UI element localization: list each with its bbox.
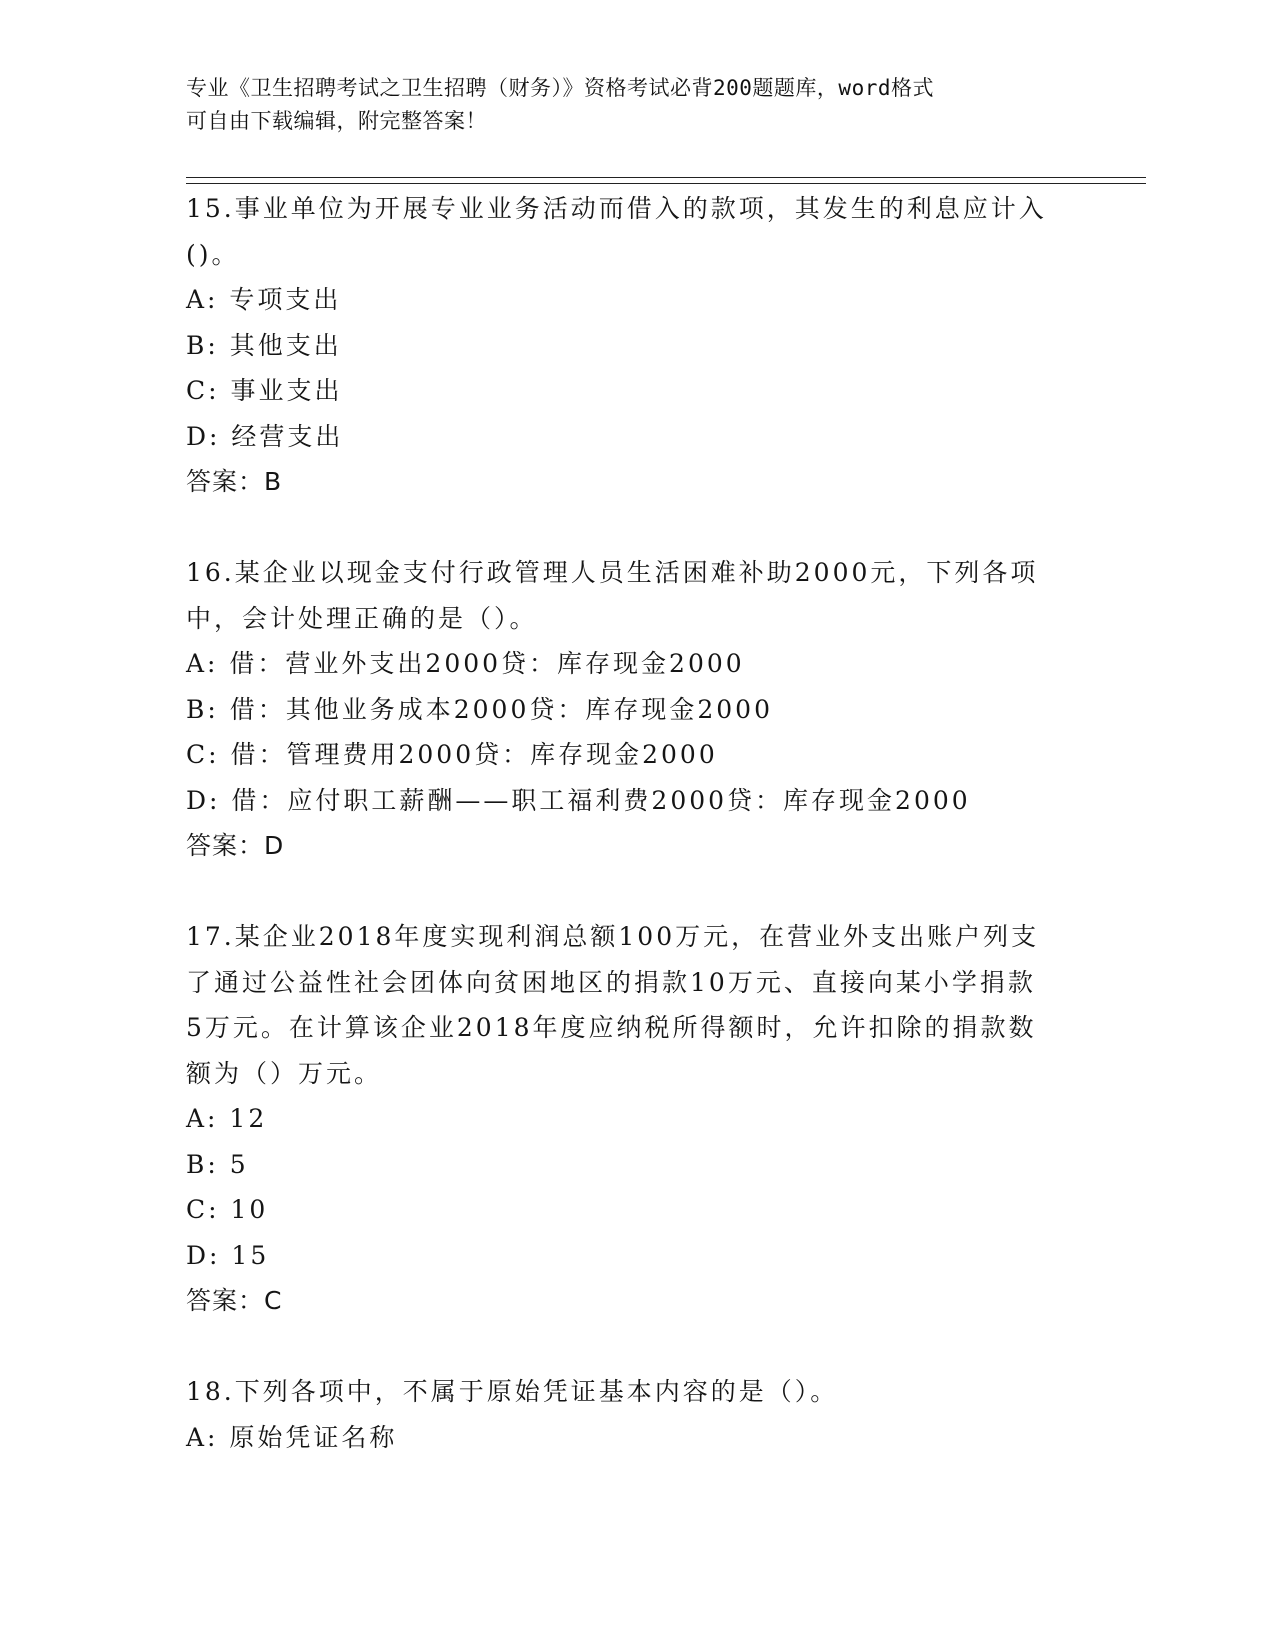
option-b: B: 借：其他业务成本2000贷：库存现金2000 bbox=[186, 694, 773, 724]
question-16 bbox=[186, 550, 1086, 869]
question-17 bbox=[186, 914, 1086, 1324]
document-header bbox=[186, 72, 1066, 138]
question-stem-line: ()。 bbox=[186, 239, 240, 269]
question-stem-line: 16.某企业以现金支付行政管理人员生活困难补助2000元，下列各项 bbox=[186, 558, 1039, 587]
question-stem-line: 18.下列各项中，不属于原始凭证基本内容的是（）。 bbox=[186, 1377, 839, 1406]
option-a: A: 12 bbox=[186, 1104, 268, 1133]
question-list bbox=[186, 186, 1086, 1460]
question-stem-line: 15.事业单位为开展专业业务活动而借入的款项，其发生的利息应计入 bbox=[186, 194, 1047, 223]
header-divider-top bbox=[186, 177, 1146, 178]
question-15 bbox=[186, 186, 1086, 505]
option-c: C: 事业支出 bbox=[186, 376, 343, 405]
answer-line: 答案：D bbox=[186, 831, 285, 860]
answer-line: 答案：B bbox=[186, 467, 283, 496]
option-d: D: 借：应付职工薪酬——职工福利费2000贷：库存现金2000 bbox=[186, 785, 971, 815]
option-b: B: 其他支出 bbox=[186, 330, 342, 360]
option-a: A: 专项支出 bbox=[186, 285, 342, 314]
header-divider-bottom bbox=[186, 183, 1146, 184]
question-stem-line: 中，会计处理正确的是（）。 bbox=[186, 603, 538, 633]
question-18 bbox=[186, 1369, 1086, 1460]
question-spacer bbox=[186, 505, 1086, 551]
header-line-1: 专业《卫生招聘考试之卫生招聘（财务）》资格考试必背200题题库，word格式 bbox=[186, 76, 934, 100]
option-d: D: 经营支出 bbox=[186, 421, 344, 451]
question-stem-line: 5万元。在计算该企业2018年度应纳税所得额时，允许扣除的捐款数 bbox=[186, 1013, 1037, 1042]
header-line-2: 可自由下载编辑，附完整答案！ bbox=[186, 109, 487, 133]
question-spacer bbox=[186, 869, 1086, 915]
option-c: C: 借：管理费用2000贷：库存现金2000 bbox=[186, 740, 718, 769]
option-d: D: 15 bbox=[186, 1240, 270, 1270]
option-a: A: 借：营业外支出2000贷：库存现金2000 bbox=[186, 649, 745, 678]
question-stem-line: 17.某企业2018年度实现利润总额100万元，在营业外支出账户列支 bbox=[186, 922, 1040, 951]
option-c: C: 10 bbox=[186, 1195, 269, 1224]
option-b: B: 5 bbox=[186, 1149, 249, 1179]
option-a: A: 原始凭证名称 bbox=[186, 1422, 398, 1452]
question-stem-line: 额为（）万元。 bbox=[186, 1058, 383, 1088]
question-spacer bbox=[186, 1324, 1086, 1370]
question-stem-line: 了通过公益性社会团体向贫困地区的捐款10万元、直接向某小学捐款 bbox=[186, 967, 1036, 997]
answer-line: 答案：C bbox=[186, 1286, 283, 1315]
